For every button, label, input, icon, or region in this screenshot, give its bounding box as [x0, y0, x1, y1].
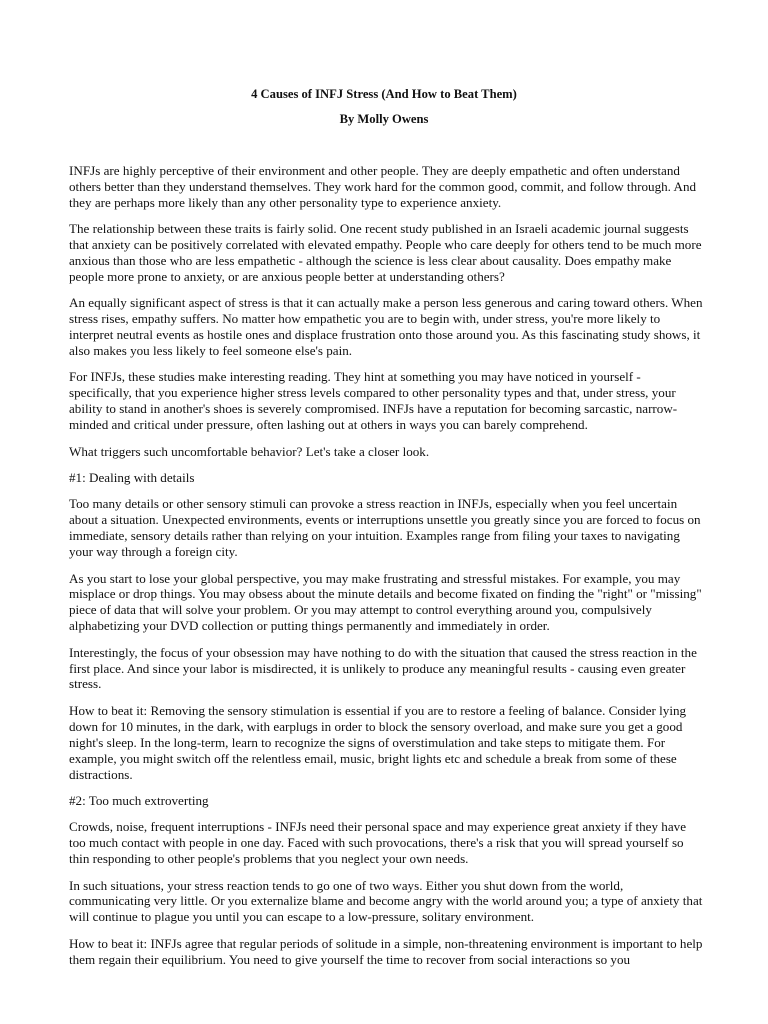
document-body	[69, 163, 705, 978]
paragraph: The relationship between these traits is fairly solid. One recent study published in an Israeli academic journal suggests that anxiety can be positively correlated with elevated empathy. People who care deeply for others tend to be much more anxious than those who are less empathetic - although the science is less clear about causality. Does empathy make people more prone to anxiety, or are anxious people better at understanding others?	[69, 221, 702, 284]
paragraph: What triggers such uncomfortable behavior? Let's take a closer look.	[69, 443, 430, 459]
document-author: By Molly Owens	[339, 112, 429, 126]
paragraph: Interestingly, the focus of your obsession may have nothing to do with the situation that caused the stress reaction in the first place. And since your labor is misdirected, it is unlikely to produce any meaningful results - causing even greater stress.	[69, 644, 697, 692]
paragraph: INFJs are highly perceptive of their environment and other people. They are deeply empathetic and often understand others better than they understand themselves. They work hard for the common good, commit, and follow through. And they are perhaps more likely than any other personality type to experience anxiety.	[69, 163, 697, 210]
paragraph: Crowds, noise, frequent interruptions - INFJs need their personal space and may experience great anxiety if they have too much contact with people in one day. Faced with such provocations, there's a risk that you will spread yourself so thin responding to other people's problems that you neglect your own needs.	[69, 819, 687, 867]
paragraph: As you start to lose your global perspective, you may make frustrating and stressful mistakes. For example, you may misplace or drop things. You may obsess about the minute details and become fixated on finding the "right" or "missing" piece of data that will solve your problem. Or you may attempt to control everything around you, compulsively alphabetizing your DVD collection or putting things permanently and immediately in order.	[69, 570, 702, 634]
section-heading: #2: Too much extroverting	[69, 792, 209, 808]
document-title: 4 Causes of INFJ Stress (And How to Beat Them)	[251, 87, 517, 101]
paragraph: How to beat it: INFJs agree that regular periods of solitude in a simple, non-threatening environment is important to help them regain their equilibrium. You need to give yourself the time to recover from social interactions so you	[69, 935, 703, 967]
paragraph: Too many details or other sensory stimuli can provoke a stress reaction in INFJs, especially when you feel uncertain about a situation. Unexpected environments, events or interruptions unsettle you greatly since you are forced to focus on immediate, sensory details rather than relying on your intuition. Examples range from filing your taxes to navigating your way through a foreign city.	[69, 496, 701, 560]
section-heading: #1: Dealing with details	[69, 470, 195, 485]
paragraph: How to beat it: Removing the sensory stimulation is essential if you are to restore a feeling of balance. Consider lying down for 10 minutes, in the dark, with earplugs in order to block the sensory overload, and make sure you get a good night's sleep. In the long-term, learn to recognize the signs of overstimulation and take steps to mitigate them. For example, you might switch off the relentless email, music, bright lights etc and schedule a break from some of these distractions.	[69, 702, 687, 782]
paragraph: For INFJs, these studies make interesting reading. They hint at something you may have noticed in yourself - specifically, that you experience higher stress levels compared to other personality types and that, under stress, your ability to stand in another's shoes is severely compromised. INFJs have a reputation for becoming sarcastic, narrow-minded and critical under pressure, often lashing out at others in ways you can barely comprehend.	[69, 369, 678, 433]
paragraph: An equally significant aspect of stress is that it can actually make a person less generous and caring toward others. When stress rises, empathy suffers. No matter how empathetic you are to begin with, under stress, you're more likely to interpret neutral events as hostile ones and displace frustration onto those around you. As this fascinating study shows, it also makes you less likely to feel someone else's pain.	[69, 295, 703, 359]
paragraph: In such situations, your stress reaction tends to go one of two ways. Either you shut down from the world, communicating very little. Or you externalize blame and become angry with the world around you; a type of anxiety that will continue to plague you until you can escape to a low-pressure, solitary environment.	[69, 877, 703, 925]
